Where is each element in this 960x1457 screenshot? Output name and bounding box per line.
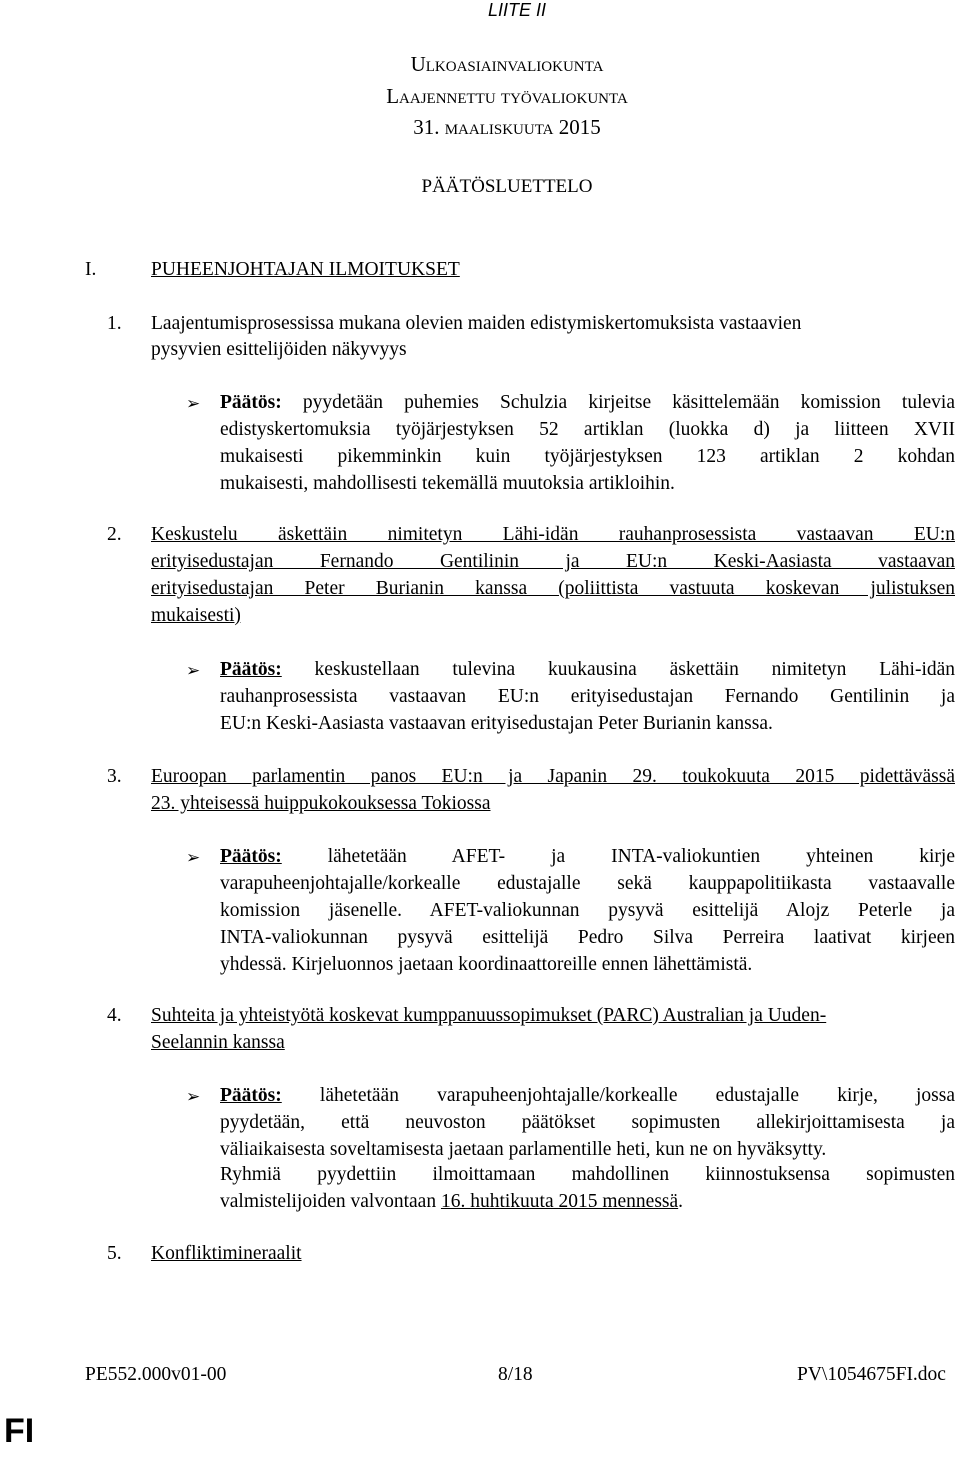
decision-text: lähetetään varapuheenjohtajalle/korkealle edustajalle kirje, jossa xyxy=(319,1085,955,1106)
item-3-title-line: 23. yhteisessä huippukokouksessa Tokiossa xyxy=(151,793,491,814)
decision-label: Päätös: xyxy=(220,659,282,680)
item-1-decision-line: mukaisesti pikemminkin kuin työjärjestyksen 123 artiklan 2 kohdan xyxy=(220,446,955,467)
arrow-bullet-icon: ➢ xyxy=(186,1087,201,1107)
item-4-number: 4. xyxy=(107,1005,122,1026)
decision-label: Päätös: xyxy=(220,392,282,413)
footer-page-number: 8/18 xyxy=(498,1364,533,1385)
item-5-number: 5. xyxy=(107,1243,122,1264)
meeting-type: Laajennettu työvaliokunta xyxy=(386,84,628,108)
item-4-decision-line: Ryhmiä pyydettiin ilmoittamaan mahdollinen kiinnostuksensa sopimusten xyxy=(220,1164,955,1185)
item-4-decision-line xyxy=(220,1085,955,1107)
item-4-title-line: Seelannin kanssa xyxy=(151,1032,285,1053)
meeting-date: 31. maaliskuuta 2015 xyxy=(413,115,601,139)
item-5-title-line: Konfliktimineraalit xyxy=(151,1243,302,1264)
committee-name: Ulkoasiainvaliokunta xyxy=(410,52,604,76)
arrow-bullet-icon: ➢ xyxy=(186,661,201,681)
decision-text: pyydetään puhemies Schulzia kirjeitse käsittelemään komission tulevia xyxy=(302,392,955,413)
decision-text: . xyxy=(678,1191,684,1212)
item-3-decision-line xyxy=(220,846,955,868)
deadline-date: 16. huhtikuuta 2015 mennessä xyxy=(440,1191,679,1212)
item-3-number: 3. xyxy=(107,766,122,787)
item-2-title-line: Keskustelu äskettäin nimitetyn Lähi-idän rauhanprosessista vastaavan EU:n xyxy=(151,524,955,545)
item-1-decision-line: edistyskertomuksia työjärjestyksen 52 artiklan (luokka d) ja liitteen XVII xyxy=(220,419,955,440)
item-1-title-line: Laajentumisprosessissa mukana olevien maiden edistymiskertomuksista vastaavien xyxy=(151,313,802,334)
footer-doc-ref: PE552.000v01-00 xyxy=(85,1364,227,1385)
item-3-decision-line: komission jäsenelle. AFET-valiokunnan pysyvä esittelijä Alojz Peterle ja xyxy=(220,900,955,921)
item-1-title-line: pysyvien esittelijöiden näkyvyys xyxy=(151,339,407,360)
item-2-decision-line xyxy=(220,659,955,681)
item-2-title-line: erityisedustajan Peter Burianin kanssa (poliittista vastuuta koskevan julistuksen xyxy=(151,578,955,599)
footer-file-name: PV\1054675FI.doc xyxy=(797,1364,946,1385)
item-1-decision-line: mukaisesti, mahdollisesti tekemällä muutoksia artikloihin. xyxy=(220,473,675,494)
item-4-decision-line: pyydetään, että neuvoston päätökset sopimusten allekirjoittamisesta ja xyxy=(220,1112,955,1133)
item-1-decision-line xyxy=(220,392,955,414)
document-title: PÄÄTÖSLUETTELO xyxy=(421,176,593,197)
item-2-number: 2. xyxy=(107,524,122,545)
section-heading: PUHEENJOHTAJAN ILMOITUKSET xyxy=(151,259,460,280)
decision-text: valmistelijoiden valvontaan xyxy=(220,1191,441,1212)
item-4-decision-line xyxy=(220,1191,683,1213)
item-3-decision-line: INTA-valiokunnan pysyvä esittelijä Pedro Silva Perreira laativat kirjeen xyxy=(220,927,955,948)
decision-text: lähetetään AFET- ja INTA-valiokuntien yhteinen kirje xyxy=(327,846,955,867)
item-2-title-line: mukaisesti) xyxy=(151,605,241,626)
arrow-bullet-icon: ➢ xyxy=(186,848,201,868)
item-3-decision-line: varapuheenjohtajalle/korkealle edustajalle sekä kauppapolitiikasta vastaavalle xyxy=(220,873,955,894)
footer-language-code: FI xyxy=(4,1412,35,1450)
section-number: I. xyxy=(85,259,97,280)
item-3-title-line: Euroopan parlamentin panos EU:n ja Japanin 29. toukokuuta 2015 pidettävässä xyxy=(151,766,955,787)
decision-text: keskustellaan tulevina kuukausina äskettäin nimitetyn Lähi-idän xyxy=(314,659,956,680)
item-4-decision-line: väliaikaisesta soveltamisesta jaetaan parlamentille heti, kun ne on hyväksytty. xyxy=(220,1139,827,1160)
decision-label: Päätös: xyxy=(220,1085,282,1106)
decision-label: Päätös: xyxy=(220,846,282,867)
annex-label: LIITE II xyxy=(488,0,547,20)
item-2-decision-line: rauhanprosessista vastaavan EU:n erityisedustajan Fernando Gentilinin ja xyxy=(220,686,955,707)
item-4-title-line: Suhteita ja yhteistyötä koskevat kumppanuussopimukset (PARC) Australian ja Uuden- xyxy=(151,1005,827,1026)
item-3-decision-line: yhdessä. Kirjeluonnos jaetaan koordinaattoreille ennen lähettämistä. xyxy=(220,954,753,975)
item-1-number: 1. xyxy=(107,313,122,334)
item-2-title-line: erityisedustajan Fernando Gentilinin ja EU:n Keski-Aasiasta vastaavan xyxy=(151,551,955,572)
item-2-decision-line: EU:n Keski-Aasiasta vastaavan erityisedustajan Peter Burianin kanssa. xyxy=(220,713,773,734)
arrow-bullet-icon: ➢ xyxy=(186,394,201,414)
